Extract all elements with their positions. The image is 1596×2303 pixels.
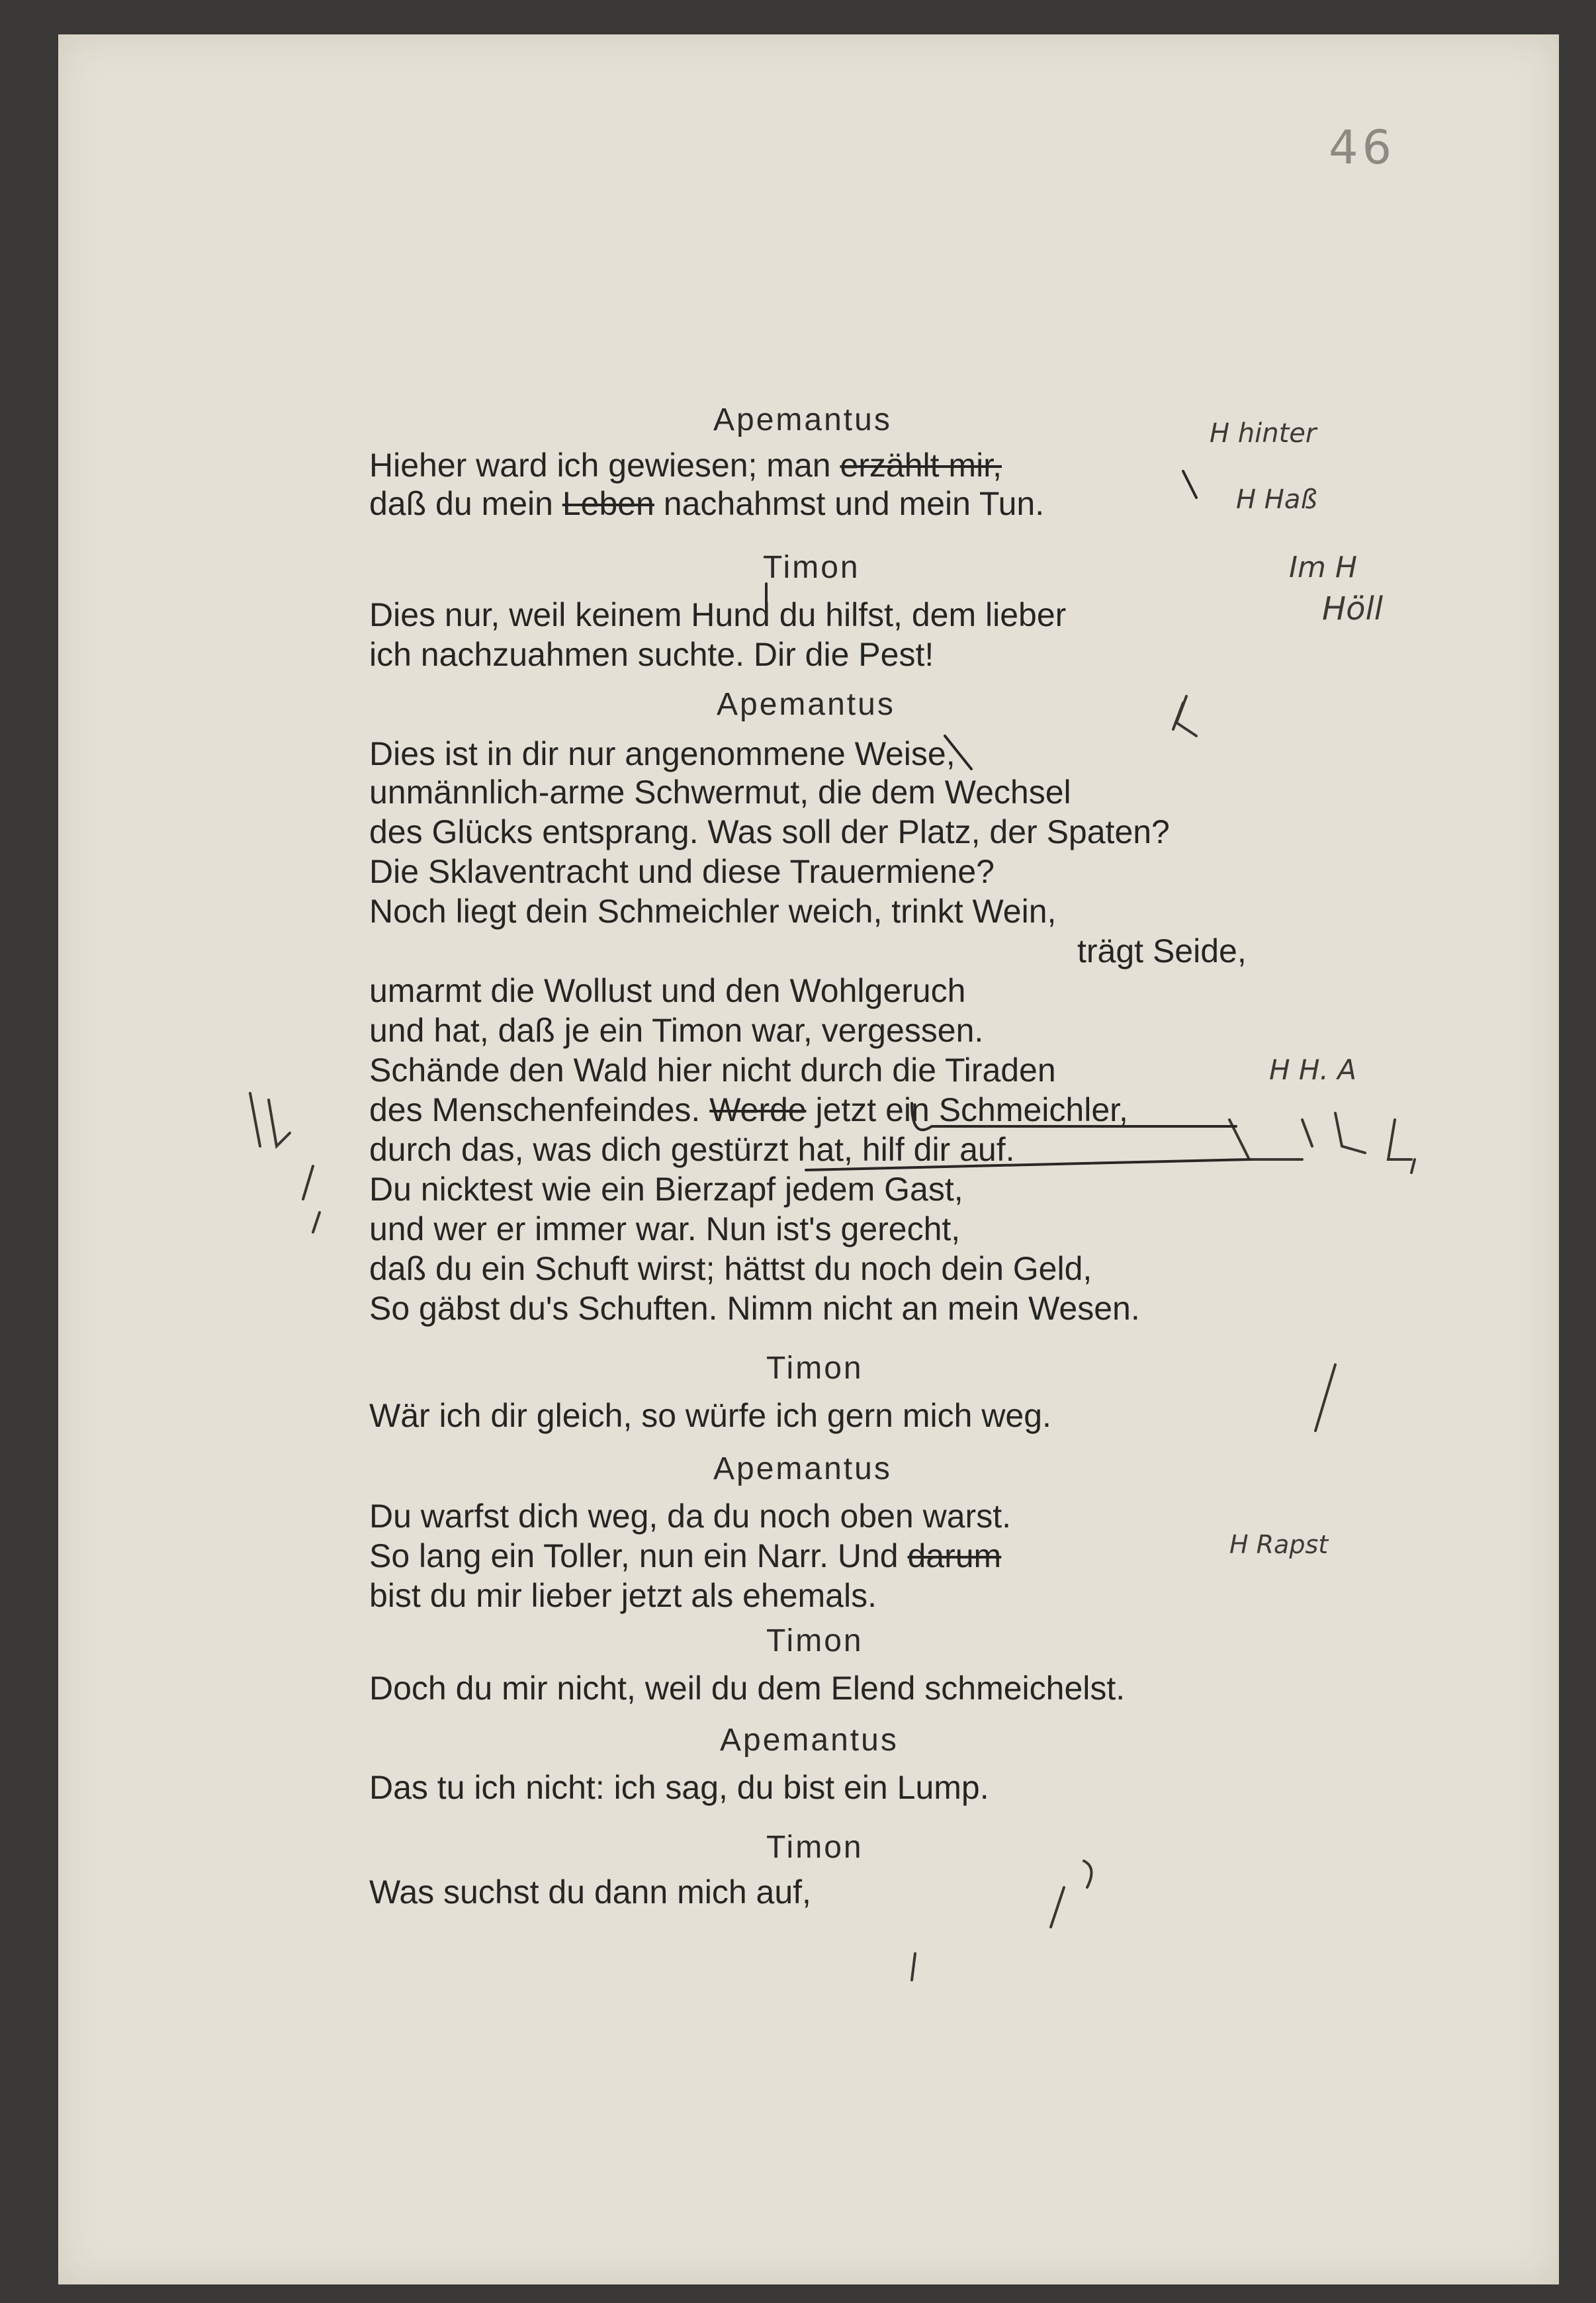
dialogue-line: Schände den Wald hier nicht durch die Tiraden xyxy=(369,1052,1056,1089)
document-page xyxy=(58,34,1559,2284)
speaker-name: Timon xyxy=(766,1623,864,1658)
dialogue-line: Noch liegt dein Schmeichler weich, trinkt Wein, xyxy=(369,893,1057,930)
ink-underline xyxy=(806,1159,1249,1170)
pencil-tick xyxy=(250,1093,290,1146)
dialogue-line: bist du mir lieber jetzt als ehemals. xyxy=(369,1577,877,1614)
dialogue-line: und hat, daß je ein Timon war, vergessen. xyxy=(369,1012,984,1049)
dialogue-line: und wer er immer war. Nun ist's gerecht, xyxy=(369,1210,961,1247)
ink-insertion-mark xyxy=(945,736,971,769)
ink-insertion-mark xyxy=(1183,471,1196,498)
dialogue-line: daß du mein Leben nachahmst und mein Tun. xyxy=(369,485,1045,522)
pencil-tick xyxy=(1302,1113,1365,1153)
dialogue-line: Dies ist in dir nur angenommene Weise, xyxy=(369,735,955,772)
margin-note: Im H xyxy=(1289,551,1357,584)
dialogue-line: So gäbst du's Schuften. Nimm nicht an mein Wesen. xyxy=(369,1290,1140,1327)
speaker-name: Timon xyxy=(763,550,860,585)
margin-note: H Haß xyxy=(1236,484,1317,515)
dialogue-line: Das tu ich nicht: ich sag, du bist ein Lump. xyxy=(369,1769,989,1806)
dialogue-line: Die Sklaventracht und diese Trauermiene? xyxy=(369,853,995,890)
speaker-name: Apemantus xyxy=(713,402,892,437)
margin-note: H H. A xyxy=(1269,1054,1356,1086)
dialogue-line: Du warfst dich weg, da du noch oben warst. xyxy=(369,1498,1011,1535)
pencil-tick xyxy=(1315,1365,1335,1431)
speaker-name: Timon xyxy=(766,1830,864,1865)
dialogue-line: trägt Seide, xyxy=(1077,932,1247,970)
dialogue-line: Was suchst du dann mich auf, xyxy=(369,1874,811,1911)
dialogue-line: Dies nur, weil keinem Hund du hilfst, dem lieber xyxy=(369,596,1067,633)
page-number: 46 xyxy=(1329,120,1396,175)
ink-underline xyxy=(912,1103,1236,1130)
pencil-tick xyxy=(912,1954,915,1980)
dialogue-line: daß du ein Schuft wirst; hättst du noch dein Geld, xyxy=(369,1250,1092,1287)
dialogue-line: unmännlich-arme Schwermut, die dem Wechsel xyxy=(369,774,1071,811)
dialogue-line: ich nachzuahmen suchte. Dir die Pest! xyxy=(369,636,934,673)
pencil-tick xyxy=(1388,1120,1415,1173)
dialogue-line: So lang ein Toller, nun ein Narr. Und darum xyxy=(369,1537,1002,1574)
pencil-marks xyxy=(58,34,1559,2284)
dialogue-line: des Glücks entsprang. Was soll der Platz, der Spaten? xyxy=(369,813,1170,850)
dialogue-line: Hieher ward ich gewiesen; man erzählt mir, xyxy=(369,447,1002,484)
pencil-tick xyxy=(1229,1120,1302,1159)
margin-note: H Rapst xyxy=(1229,1530,1329,1559)
dialogue-line: umarmt die Wollust und den Wohlgeruch xyxy=(369,972,966,1009)
dialogue-line: durch das, was dich gestürzt hat, hilf dir auf. xyxy=(369,1131,1015,1168)
margin-note: Höll xyxy=(1322,590,1384,627)
speaker-name: Timon xyxy=(766,1351,864,1386)
speaker-name: Apemantus xyxy=(720,1723,899,1758)
dialogue-line: des Menschenfeindes. Werde jetzt ein Schmeichler, xyxy=(369,1091,1128,1128)
pencil-tick xyxy=(303,1166,313,1199)
pencil-tick xyxy=(1173,696,1196,736)
speaker-name: Apemantus xyxy=(713,1451,892,1486)
speaker-name: Apemantus xyxy=(717,687,895,722)
pencil-tick xyxy=(313,1212,320,1232)
dialogue-line: Doch du mir nicht, weil du dem Elend schmeichelst. xyxy=(369,1670,1126,1707)
pencil-tick xyxy=(1051,1861,1091,1927)
dialogue-line: Wär ich dir gleich, so würfe ich gern mich weg. xyxy=(369,1397,1051,1434)
dialogue-line: Du nicktest wie ein Bierzapf jedem Gast, xyxy=(369,1171,963,1208)
margin-note: H hinter xyxy=(1210,418,1317,449)
